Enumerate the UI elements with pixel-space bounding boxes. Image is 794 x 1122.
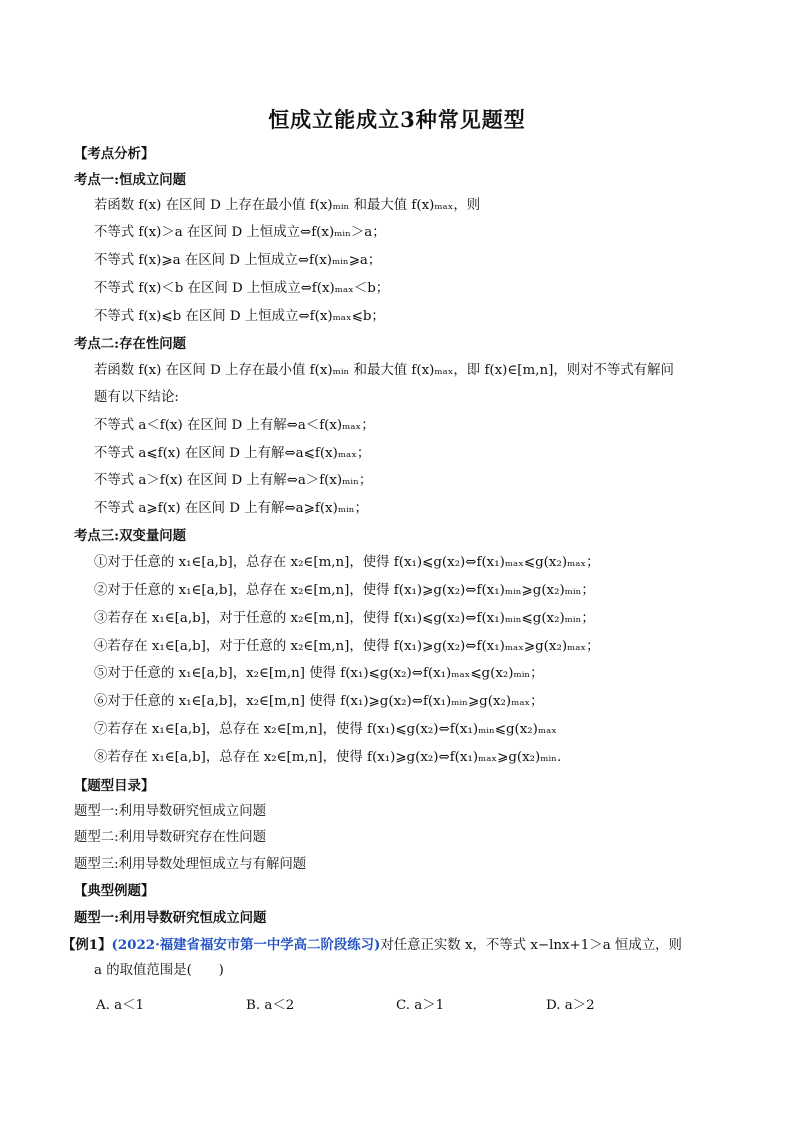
k1-item: 不等式 f(x)＞a 在区间 D 上恒成立⇔f(x)ₘᵢₙ＞a； [94,225,386,240]
k3-item: ⑧若存在 x₁∈[a,b]，总存在 x₂∈[m,n]，使得 f(x₁)⩾g(x₂)⇔f(x₁)ₘₐₓ⩾g(x₂)ₘᵢₙ. [94,750,562,765]
k3-item: ②对于任意的 x₁∈[a,b]，总存在 x₂∈[m,n]，使得 f(x₁)⩾g(x₂)⇔f(x₁)ₘᵢₙ⩾g(x₂)ₘᵢₙ； [94,583,595,598]
k2-item: 不等式 a⩾f(x) 在区间 D 上有解⇔a⩾f(x)ₘᵢₙ； [94,501,368,516]
section-header-analysis: 【考点分析】 [74,146,155,162]
section-header-catalog: 【题型目录】 [74,778,155,794]
option-d: D. a＞2 [546,998,595,1013]
k1-item: 不等式 f(x)＜b 在区间 D 上恒成立⇔f(x)ₘₐₓ＜b； [94,281,390,296]
k1-item: 不等式 f(x)⩽b 在区间 D 上恒成立⇔f(x)ₘₐₓ⩽b； [94,309,385,324]
k1-title: 考点一:恒成立问题 [74,172,187,188]
k3-title: 考点三:双变量问题 [74,528,187,544]
k1-intro: 若函数 f(x) 在区间 D 上存在最小值 f(x)ₘᵢₙ 和最大值 f(x)ₘₐₓ，则 [94,198,481,213]
k1-item: 不等式 f(x)⩾a 在区间 D 上恒成立⇔f(x)ₘᵢₙ⩾a； [94,253,382,268]
k3-item: ①对于任意的 x₁∈[a,b]，总存在 x₂∈[m,n]，使得 f(x₁)⩽g(x₂)⇔f(x₁)ₘₐₓ⩽g(x₂)ₘₐₓ； [94,555,600,570]
section-header-examples: 【典型例题】 [74,883,155,899]
type1-title: 题型一:利用导数研究恒成立问题 [74,910,267,926]
k2-intro-cont: 题有以下结论: [94,390,179,405]
k2-title: 考点二:存在性问题 [74,336,187,352]
option-c: C. a＞1 [396,998,445,1013]
k3-item: ④若存在 x₁∈[a,b]，对于任意的 x₂∈[m,n]，使得 f(x₁)⩾g(x₂)⇔f(x₁)ₘₐₓ⩾g(x₂)ₘₐₓ； [94,639,600,654]
k3-item: ⑤对于任意的 x₁∈[a,b]，x₂∈[m,n] 使得 f(x₁)⩽g(x₂)⇔f(x₁)ₘₐₓ⩽g(x₂)ₘᵢₙ； [94,666,544,681]
option-b: B. a＜2 [246,998,295,1013]
k2-item: 不等式 a＞f(x) 在区间 D 上有解⇔a＞f(x)ₘᵢₙ； [94,473,373,488]
catalog-item: 题型一:利用导数研究恒成立问题 [74,804,266,819]
k3-item: ⑦若存在 x₁∈[a,b]，总存在 x₂∈[m,n]，使得 f(x₁)⩽g(x₂)⇔f(x₁)ₘᵢₙ⩽g(x₂)ₘₐₓ [94,722,557,737]
example-stem: 对任意正实数 x，不等式 x−lnx+1＞a 恒成立，则 [380,938,682,953]
example-stem-cont: a 的取值范围是( ) [94,963,224,978]
catalog-item: 题型三:利用导数处理恒成立与有解问题 [74,857,307,872]
k2-intro: 若函数 f(x) 在区间 D 上存在最小值 f(x)ₘᵢₙ 和最大值 f(x)ₘₐₓ，即 f(x)∈[m,n]，则对不等式有解问 [94,363,674,378]
option-a: A. a＜1 [96,998,145,1013]
k2-item: 不等式 a⩽f(x) 在区间 D 上有解⇔a⩽f(x)ₘₐₓ； [94,446,371,461]
page-title: 恒成立能成立3种常见题型 [268,107,526,132]
k2-item: 不等式 a＜f(x) 在区间 D 上有解⇔a＜f(x)ₘₐₓ； [94,418,375,433]
example-label: 【例1】 [62,937,112,953]
k3-item: ⑥对于任意的 x₁∈[a,b]，x₂∈[m,n] 使得 f(x₁)⩾g(x₂)⇔f(x₁)ₘᵢₙ⩾g(x₂)ₘₐₓ； [94,694,544,709]
example-1 [62,936,682,955]
example-source: (2022·福建省福安市第一中学高二阶段练习) [111,937,381,953]
k3-item: ③若存在 x₁∈[a,b]，对于任意的 x₂∈[m,n]，使得 f(x₁)⩽g(x₂)⇔f(x₁)ₘᵢₙ⩽g(x₂)ₘᵢₙ； [94,611,595,626]
catalog-item: 题型二:利用导数研究存在性问题 [74,830,266,845]
